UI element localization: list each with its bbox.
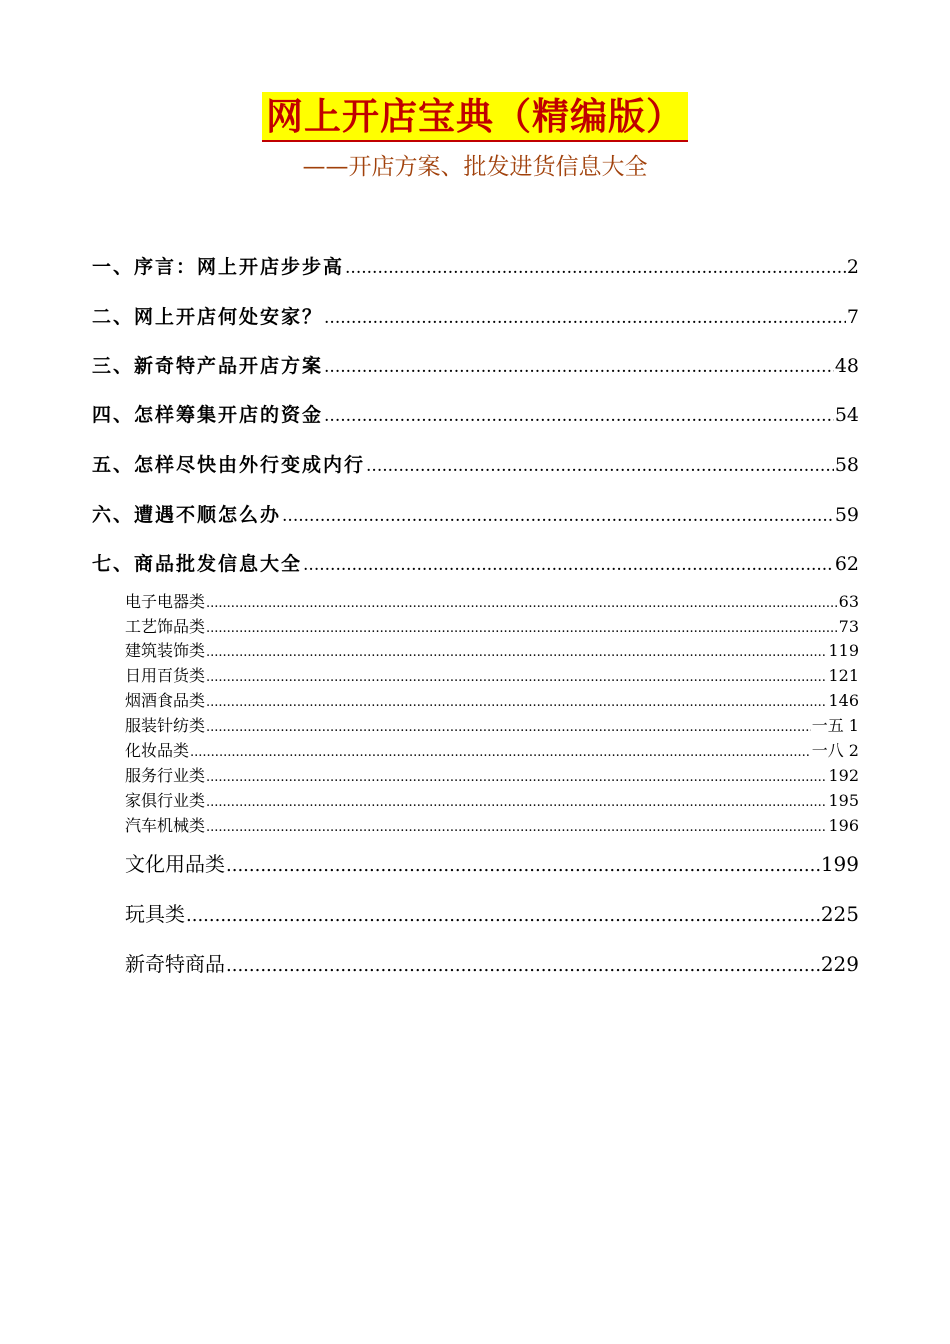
toc-chapter-label: 三、新奇特产品开店方案 <box>92 355 324 377</box>
toc-leader-dots <box>366 453 834 479</box>
toc-page-number: 7 <box>846 306 859 328</box>
toc-leader-dots <box>206 667 827 689</box>
toc-chapter-label: 六、遭遇不顺怎么办 <box>92 504 282 526</box>
toc-chapter-7[interactable] <box>92 551 859 577</box>
toc-subitem-label: 日用百货类 <box>125 666 206 685</box>
toc-page-number: 62 <box>834 553 859 575</box>
toc-page-number: 48 <box>834 355 859 377</box>
toc-leader-dots <box>206 792 827 814</box>
toc-leader-dots <box>206 593 838 615</box>
title-wrapper <box>0 92 950 142</box>
toc-leader-dots <box>226 852 820 880</box>
toc-subitem-5[interactable] <box>125 690 859 712</box>
toc-subitem-4[interactable] <box>125 665 859 687</box>
toc-subitem-10[interactable] <box>125 815 859 837</box>
toc-leader-dots <box>345 255 846 281</box>
toc-subitem-label: 汽车机械类 <box>125 816 206 835</box>
toc-chapter-5[interactable] <box>92 452 859 478</box>
toc-subitem-3[interactable] <box>125 640 859 662</box>
toc-page-number: 199 <box>820 852 859 876</box>
toc-leader-dots <box>226 952 820 980</box>
toc-leader-dots <box>324 403 834 429</box>
toc-chapter-label: 一、序言：网上开店步步高 <box>92 256 345 278</box>
toc-subitem-7[interactable] <box>125 740 859 762</box>
toc-chapter-label: 七、商品批发信息大全 <box>92 553 303 575</box>
toc-page-number: 119 <box>828 641 859 660</box>
toc-subitem-label: 文化用品类 <box>125 852 225 876</box>
toc-page-number: 146 <box>828 691 859 710</box>
toc-leader-dots <box>206 618 838 640</box>
toc-subitem-1[interactable] <box>125 591 859 613</box>
toc-page-number: 58 <box>834 454 859 476</box>
toc-chapter-6[interactable] <box>92 502 859 528</box>
toc-page-number: 59 <box>834 504 859 526</box>
toc-subitem-label: 服务行业类 <box>125 766 206 785</box>
toc-subitem-label: 建筑装饰类 <box>125 641 206 660</box>
toc-page-number: 一八 2 <box>811 741 859 760</box>
toc-page-number: 195 <box>828 791 859 810</box>
document-subtitle: ——开店方案、批发进货信息大全 <box>302 154 648 180</box>
toc-leader-dots <box>190 742 811 764</box>
toc-large-subitem-1[interactable] <box>125 850 859 878</box>
toc-subitem-8[interactable] <box>125 765 859 787</box>
toc-subitem-label: 烟酒食品类 <box>125 691 206 710</box>
toc-subitem-label: 化妆品类 <box>125 741 190 760</box>
toc-leader-dots <box>324 354 834 380</box>
toc-page-number: 一五 1 <box>811 716 859 735</box>
toc-leader-dots <box>303 552 834 578</box>
toc-leader-dots <box>206 642 827 664</box>
toc-subitem-label: 服装针纺类 <box>125 716 206 735</box>
toc-subitem-label: 电子电器类 <box>125 592 206 611</box>
toc-subitem-label: 新奇特商品 <box>125 952 225 976</box>
toc-chapter-4[interactable] <box>92 402 859 428</box>
toc-leader-dots <box>206 717 811 739</box>
toc-subitem-label: 玩具类 <box>125 902 185 926</box>
toc-page-number: 225 <box>820 902 859 926</box>
toc-chapter-label: 二、网上开店何处安家？ <box>92 306 324 328</box>
toc-chapter-label: 五、怎样尽快由外行变成内行 <box>92 454 366 476</box>
toc-leader-dots <box>324 305 846 331</box>
toc-page-number: 196 <box>828 816 859 835</box>
toc-subitem-9[interactable] <box>125 790 859 812</box>
toc-leader-dots <box>206 817 827 839</box>
toc-large-subitem-2[interactable] <box>125 900 859 928</box>
toc-leader-dots <box>186 902 820 930</box>
document-title: 网上开店宝典（精编版） <box>262 92 688 142</box>
toc-page-number: 2 <box>846 256 859 278</box>
toc-subitem-6[interactable] <box>125 715 859 737</box>
toc-page-number: 192 <box>828 766 859 785</box>
toc-page-number: 54 <box>834 404 859 426</box>
toc-chapter-3[interactable] <box>92 353 859 379</box>
toc-subitem-label: 工艺饰品类 <box>125 617 206 636</box>
toc-page-number: 63 <box>838 592 859 611</box>
toc-subitem-2[interactable] <box>125 616 859 638</box>
toc-page-number: 73 <box>838 617 859 636</box>
toc-page-number: 229 <box>820 952 859 976</box>
toc-chapter-1[interactable] <box>92 254 859 280</box>
toc-subitem-label: 家俱行业类 <box>125 791 206 810</box>
toc-chapter-2[interactable] <box>92 304 859 330</box>
toc-chapter-label: 四、怎样筹集开店的资金 <box>92 404 324 426</box>
toc-large-subitem-3[interactable] <box>125 950 859 978</box>
toc-leader-dots <box>206 767 827 789</box>
toc-leader-dots <box>206 692 827 714</box>
toc-page-number: 121 <box>828 666 859 685</box>
toc-leader-dots <box>282 503 834 529</box>
